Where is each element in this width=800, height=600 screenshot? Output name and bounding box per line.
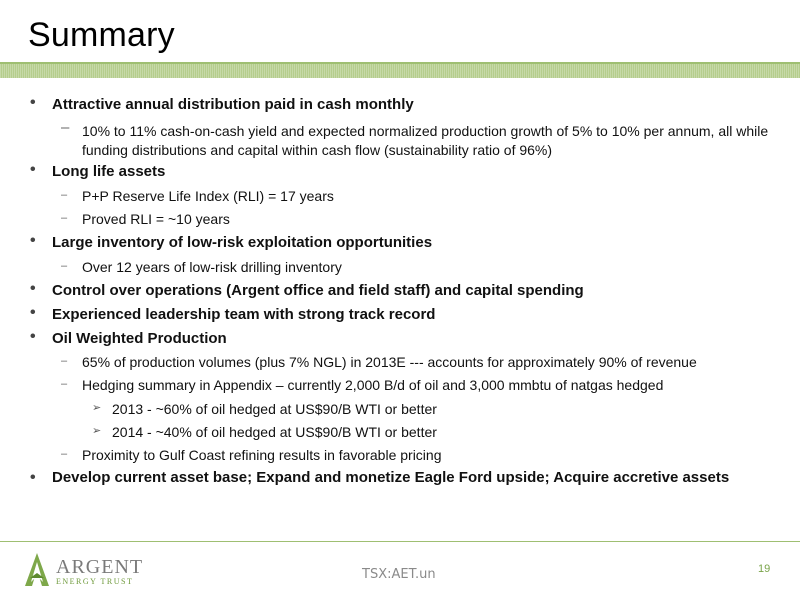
sub-bullet-text: Proximity to Gulf Coast refining results in favorable pricing xyxy=(82,447,442,463)
dash-icon: – xyxy=(61,378,68,390)
sub-bullet-item xyxy=(61,259,342,275)
bullet-item xyxy=(30,280,584,299)
page-number: 19 xyxy=(758,563,771,575)
bullet-dot-icon: • xyxy=(30,232,36,249)
dash-icon: – xyxy=(61,189,68,201)
bullet-item xyxy=(30,232,433,251)
sub-bullet-item xyxy=(61,188,334,204)
sub-sub-bullet-text: 2014 - ~40% of oil hedged at US$90/B WTI or better xyxy=(112,424,437,440)
dash-icon: – xyxy=(61,355,68,367)
bullet-text: Long life assets xyxy=(52,163,166,180)
sub-bullet-text: 10% to 11% cash-on-cash yield and expected normalized production growth of 5% to 10% per annum, all while funding distributions and capital within cash flow (sustainability ratio of 96%) xyxy=(82,123,769,158)
sub-bullet-text: Over 12 years of low-risk drilling inventory xyxy=(82,259,342,275)
bullet-dot-icon: • xyxy=(30,161,36,178)
bullet-text: Attractive annual distribution paid in cash monthly xyxy=(52,96,414,113)
dash-icon: – xyxy=(61,260,68,272)
sub-bullet-item xyxy=(61,447,442,463)
bullet-text: Control over operations (Argent office and field staff) and capital spending xyxy=(52,282,584,299)
arrow-bullet-icon: ➢ xyxy=(92,402,102,414)
arrow-bullet-icon: ➢ xyxy=(92,425,102,437)
footer-divider xyxy=(0,541,800,542)
sub-bullet-text: P+P Reserve Life Index (RLI) = 17 years xyxy=(82,188,334,204)
slide-title: Summary xyxy=(28,16,175,54)
bullet-dot-icon: • xyxy=(30,328,36,345)
bullet-dot-icon: • xyxy=(30,469,36,486)
bullet-text: Experienced leadership team with strong track record xyxy=(52,306,436,323)
sub-bullet-text: 65% of production volumes (plus 7% NGL) in 2013E --- accounts for approximately 90% of revenue xyxy=(82,354,697,370)
bullet-dot-icon: • xyxy=(30,94,36,111)
argent-logo-mark-icon xyxy=(22,552,52,588)
sub-sub-bullet-text: 2013 - ~60% of oil hedged at US$90/B WTI or better xyxy=(112,401,437,417)
logo-wordmark: ARGENT xyxy=(56,556,144,578)
dash-icon: – xyxy=(61,119,70,136)
sub-bullet-item xyxy=(61,211,230,227)
bullet-text: Oil Weighted Production xyxy=(52,330,227,347)
bullet-item xyxy=(30,304,436,323)
sub-sub-bullet-item xyxy=(92,401,437,417)
dash-icon: – xyxy=(61,212,68,224)
footer-ticker: TSX:AET.un xyxy=(362,567,436,582)
sub-bullet-item xyxy=(61,354,697,370)
bullet-text: Develop current asset base; Expand and monetize Eagle Ford upside; Acquire accretive assets xyxy=(52,469,730,486)
bullet-item xyxy=(30,328,227,347)
bullet-text: Large inventory of low-risk exploitation opportunities xyxy=(52,234,433,251)
bullet-dot-icon: • xyxy=(30,280,36,297)
company-logo xyxy=(22,552,152,592)
title-divider-bar xyxy=(0,64,800,78)
sub-bullet-item xyxy=(61,377,664,393)
bullet-item xyxy=(30,161,166,180)
sub-bullet-text: Proved RLI = ~10 years xyxy=(82,211,230,227)
sub-bullet-text: Hedging summary in Appendix – currently 2,000 B/d of oil and 3,000 mmbtu of natgas hedged xyxy=(82,377,664,393)
sub-bullet-item xyxy=(61,119,794,160)
logo-tagline: ENERGY TRUST xyxy=(56,577,134,586)
bullet-dot-icon: • xyxy=(30,304,36,321)
sub-sub-bullet-item xyxy=(92,424,437,440)
bullet-item xyxy=(30,94,414,113)
dash-icon: – xyxy=(61,448,68,460)
bullet-item xyxy=(30,468,792,488)
